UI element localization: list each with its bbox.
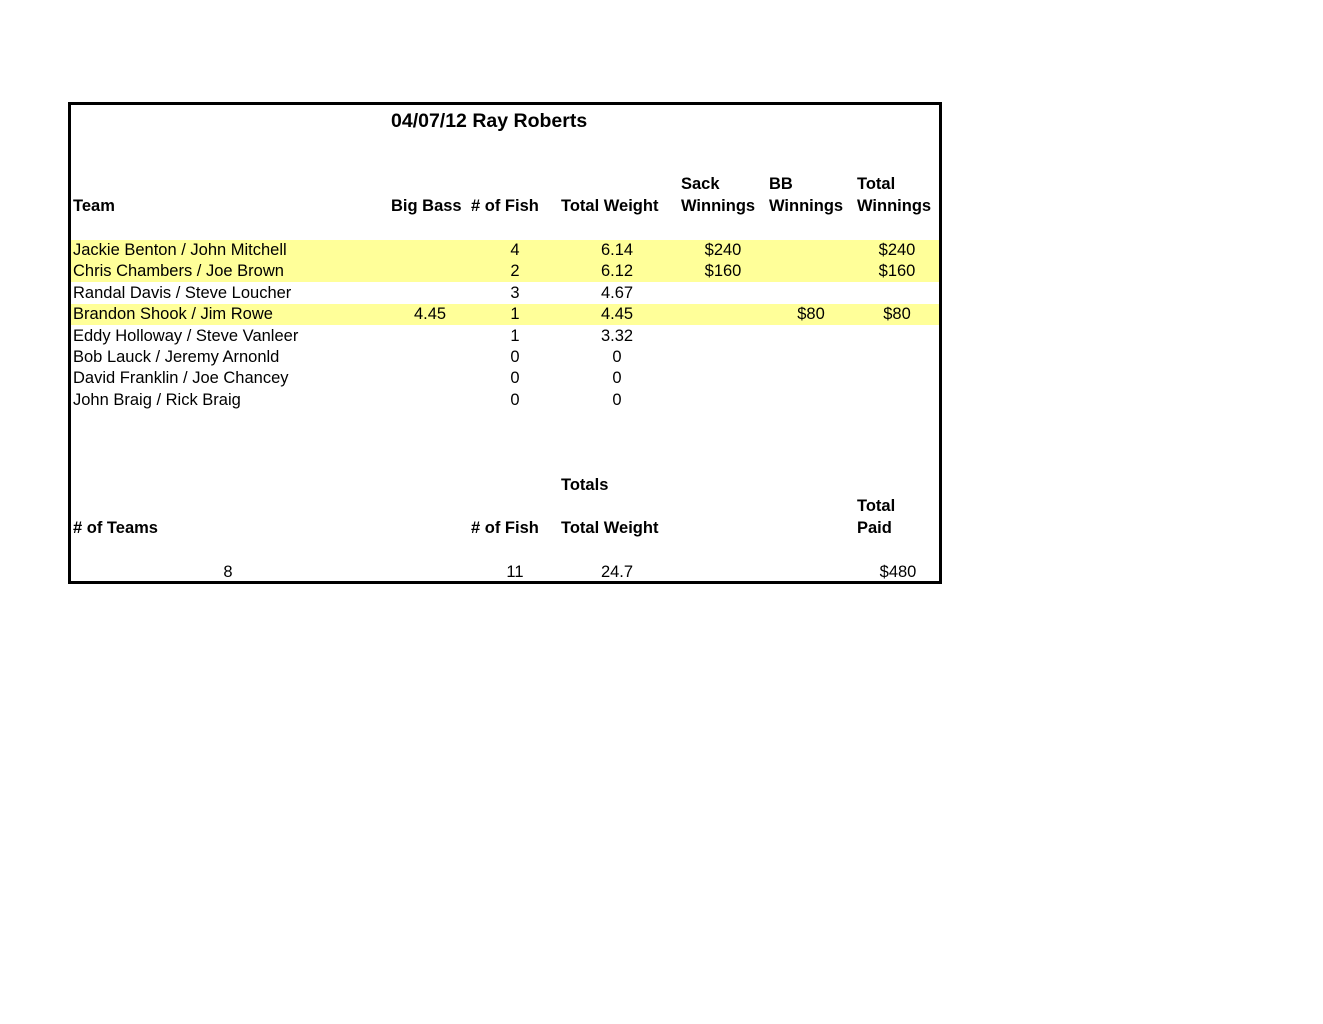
cell-sack-winnings: $160 bbox=[704, 262, 742, 281]
header-total-line1: Total bbox=[857, 175, 896, 193]
totals-weight-label: Total Weight bbox=[561, 519, 659, 537]
totals-teams-label: # of Teams bbox=[73, 519, 158, 537]
cell-sack-winnings: $240 bbox=[704, 241, 742, 259]
table-row bbox=[71, 304, 939, 325]
cell-team: Chris Chambers / Joe Brown bbox=[73, 262, 284, 281]
cell-num-fish: 1 bbox=[510, 305, 520, 324]
cell-total-winnings: $240 bbox=[878, 241, 916, 259]
cell-team: David Franklin / Joe Chancey bbox=[73, 369, 289, 388]
totals-weight-value: 24.7 bbox=[600, 563, 634, 581]
cell-team: John Braig / Rick Braig bbox=[73, 390, 241, 409]
header-bb-line1: BB bbox=[769, 175, 793, 193]
cell-bb-winnings: $80 bbox=[797, 305, 825, 324]
header-total-weight: Total Weight bbox=[561, 197, 659, 215]
header-total-line2: Winnings bbox=[857, 197, 932, 215]
table-row bbox=[71, 261, 939, 282]
cell-num-fish: 2 bbox=[510, 262, 520, 281]
cell-num-fish: 0 bbox=[510, 348, 520, 366]
cell-total-weight: 6.12 bbox=[600, 262, 634, 281]
totals-teams-value: 8 bbox=[223, 563, 233, 581]
cell-num-fish: 1 bbox=[510, 326, 520, 345]
cell-num-fish: 3 bbox=[510, 283, 520, 302]
cell-total-winnings: $80 bbox=[883, 305, 911, 324]
cell-total-weight: 0 bbox=[612, 390, 622, 409]
totals-fish-value: 11 bbox=[506, 563, 524, 581]
table-row bbox=[71, 240, 939, 261]
totals-section-label: Totals bbox=[561, 476, 609, 494]
header-num-fish: # of Fish bbox=[471, 197, 539, 215]
cell-team: Eddy Holloway / Steve Vanleer bbox=[73, 326, 299, 345]
totals-paid-value: $480 bbox=[879, 563, 917, 581]
cell-total-weight: 0 bbox=[612, 369, 622, 388]
cell-team: Brandon Shook / Jim Rowe bbox=[73, 305, 273, 324]
sheet-title: 04/07/12 Ray Roberts bbox=[391, 110, 588, 132]
table-row bbox=[71, 347, 939, 368]
table-row bbox=[71, 326, 939, 347]
cell-big-bass: 4.45 bbox=[413, 305, 447, 324]
cell-total-weight: 3.32 bbox=[600, 326, 634, 345]
cell-total-weight: 4.67 bbox=[600, 283, 634, 302]
table-row bbox=[71, 368, 939, 389]
totals-fish-label: # of Fish bbox=[471, 519, 539, 537]
cell-num-fish: 0 bbox=[510, 390, 520, 409]
table-row bbox=[71, 283, 939, 304]
totals-paid-line2: Paid bbox=[857, 519, 892, 537]
cell-num-fish: 0 bbox=[510, 369, 520, 388]
cell-team: Jackie Benton / John Mitchell bbox=[73, 241, 287, 259]
table-row bbox=[71, 390, 939, 411]
header-sack-line2: Winnings bbox=[681, 197, 756, 215]
header-bb-line2: Winnings bbox=[769, 197, 844, 215]
totals-paid-line1: Total bbox=[857, 497, 896, 515]
cell-team: Randal Davis / Steve Loucher bbox=[73, 283, 292, 302]
cell-total-weight: 6.14 bbox=[600, 241, 634, 259]
cell-total-weight: 4.45 bbox=[600, 305, 634, 324]
cell-total-weight: 0 bbox=[612, 348, 622, 366]
header-big-bass: Big Bass bbox=[391, 197, 462, 215]
header-sack-line1: Sack bbox=[681, 175, 720, 193]
results-sheet bbox=[68, 102, 942, 584]
cell-team: Bob Lauck / Jeremy Arnonld bbox=[73, 348, 280, 366]
cell-total-winnings: $160 bbox=[878, 262, 916, 281]
cell-num-fish: 4 bbox=[510, 241, 520, 259]
header-team: Team bbox=[73, 197, 115, 215]
